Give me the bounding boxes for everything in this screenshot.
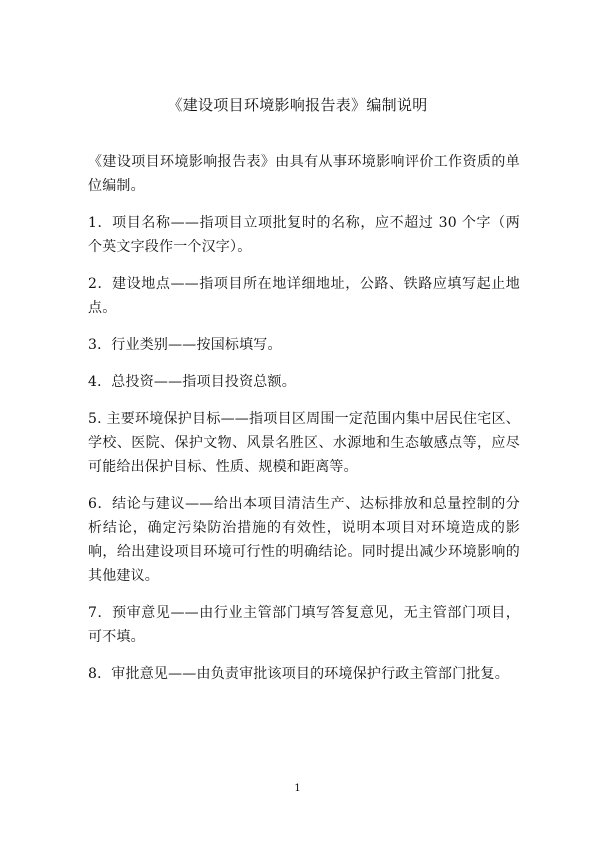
document-title: 《建设项目环境影响报告表》编制说明 [167,96,428,114]
page-number: 1 [294,783,301,794]
paragraph-item-6: 6．结论与建议——给出本项目清洁生产、达标排放和总量控制的分析结论，确定污染防治措施的有效性，说明本项目对环境造成的影响，给出建设项目环境可行性的明确结论。同时提出减少环境影响的其他建议。 [88,496,520,584]
paragraph-item-5: 5. 主要环境保护目标——指项目区周围一定范围内集中居民住宅区、学校、医院、保护文物、风景名胜区、水源地和生态敏感点等，应尽可能给出保护目标、性质、规模和距离等。 [88,411,520,475]
paragraph-item-8: 8．审批意见——由负责审批该项目的环境保护行政主管部门批复。 [88,666,509,682]
paragraph-item-3: 3．行业类别——按国标填写。 [88,337,282,353]
paragraph-intro: 《建设项目环境影响报告表》由具有从事环境影响评价工作资质的单位编制。 [88,154,520,194]
paragraph-item-4: 4．总投资——指项目投资总额。 [88,374,296,390]
paragraph-item-2: 2．建设地点——指项目所在地详细地址，公路、铁路应填写起止地点。 [88,276,520,316]
paragraph-item-7: 7．预审意见——由行业主管部门填写答复意见，无主管部门项目，可不填。 [88,605,520,645]
document-body [88,150,520,699]
paragraph-item-1: 1．项目名称——指项目立项批复时的名称，应不超过 30 个字（两个英文字段作一个汉字）。 [88,215,520,255]
